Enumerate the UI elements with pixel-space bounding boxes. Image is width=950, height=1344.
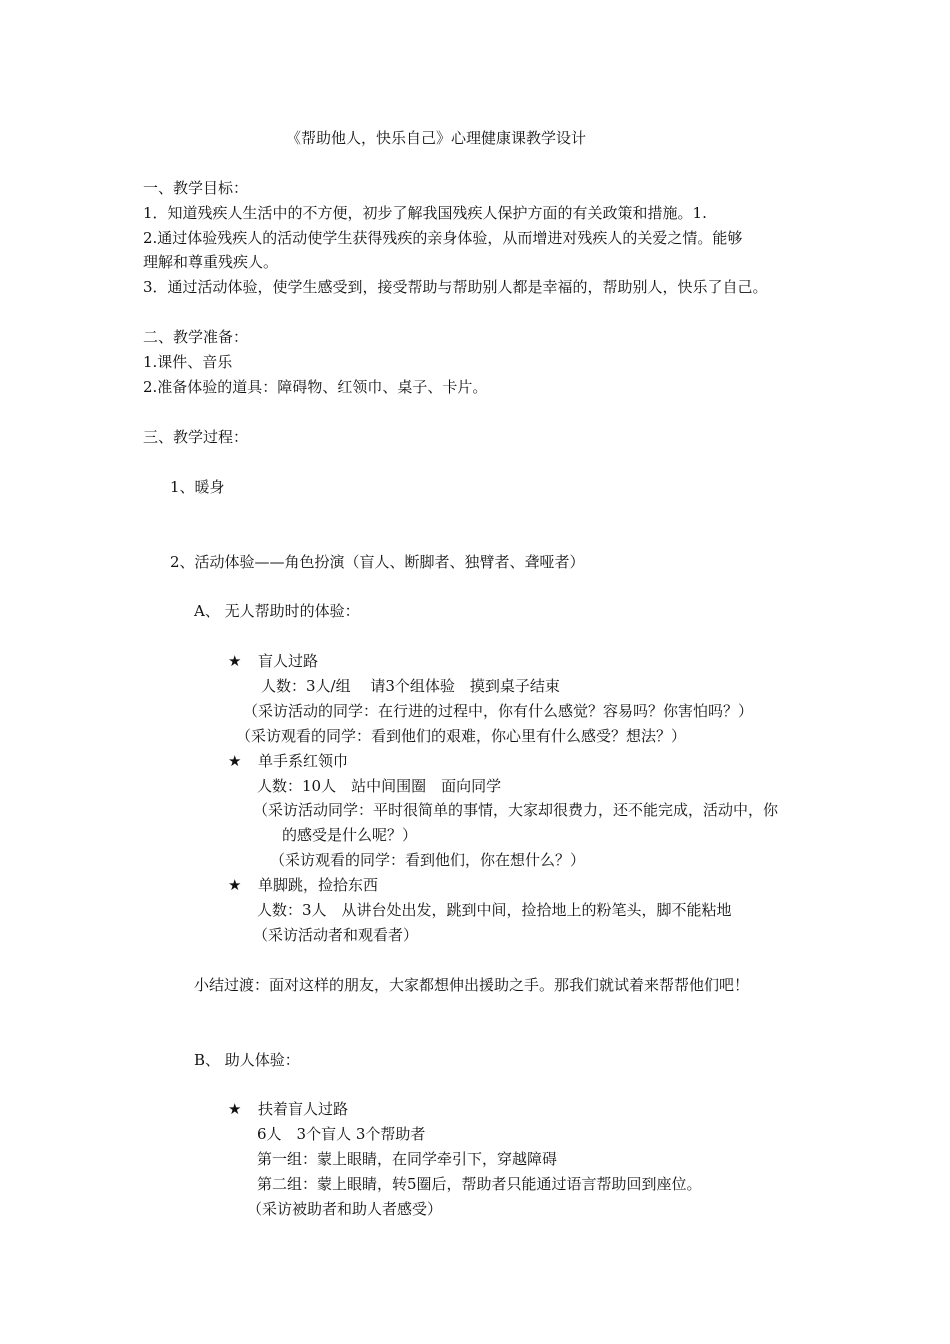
preparation-item-2: 2.准备体验的道具：障碍物、红领巾、桌子、卡片。 <box>143 378 488 396</box>
step-warmup: 1、暖身 <box>170 478 225 496</box>
activity-title: 单脚跳，捡拾东西 <box>258 876 379 894</box>
objective-item-3: 3．通过活动体验，使学生感受到，接受帮助与帮助别人都是幸福的，帮助别人，快乐了自己。 <box>143 278 768 296</box>
activity-interview: （采访观看的同学：看到他们的艰难，你心里有什么感受？想法？） <box>236 727 687 745</box>
activity-group-2: 第二组：蒙上眼睛，转5圈后，帮助者只能通过语言帮助回到座位。 <box>257 1175 702 1193</box>
activity-detail: 人数：3人 从讲台处出发，跳到中间，捡拾地上的粉笔头，脚不能粘地 <box>257 901 732 919</box>
activity-detail: 6人 3个盲人 3个帮助者 <box>257 1125 426 1143</box>
activity-title: 扶着盲人过路 <box>258 1100 349 1118</box>
objective-item-2: 2.通过体验残疾人的活动使学生获得残疾的亲身体验，从而增进对残疾人的关爱之情。能够 <box>143 229 743 247</box>
objective-item-1: 1．知道残疾人生活中的不方便，初步了解我国残疾人保护方面的有关政策和措施。1. <box>143 204 707 222</box>
part-a-heading: A、 无人帮助时的体验： <box>194 602 360 620</box>
document-title: 《帮助他人，快乐自己》心理健康课教学设计 <box>286 129 587 147</box>
activity-blind-walk <box>228 651 318 671</box>
section-heading-process: 三、教学过程： <box>143 428 249 446</box>
activity-guide-blind <box>228 1099 348 1119</box>
star-icon: ★ <box>228 1100 242 1118</box>
activity-interview: （采访活动同学：平时很简单的事情，大家却很费力，还不能完成，活动中，你 <box>253 801 779 819</box>
activity-detail: 人数：10人 站中间围圈 面向同学 <box>257 777 502 795</box>
section-heading-objectives: 一、教学目标： <box>143 179 249 197</box>
summary-transition: 小结过渡：面对这样的朋友，大家都想伸出援助之手。那我们就试着来帮帮他们吧！ <box>194 976 750 994</box>
star-icon: ★ <box>228 752 242 770</box>
activity-interview: （采访活动的同学：在行进的过程中，你有什么感觉？容易吗？你害怕吗？） <box>243 702 754 720</box>
preparation-item-1: 1.课件、音乐 <box>143 353 233 371</box>
activity-one-hand-scarf <box>228 751 348 771</box>
objective-item-2-cont: 理解和尊重残疾人。 <box>143 253 279 271</box>
activity-title: 单手系红领巾 <box>258 752 349 770</box>
activity-title: 盲人过路 <box>258 652 319 670</box>
activity-interview: （采访被助者和助人者感受） <box>247 1200 443 1218</box>
part-b-heading: B、 助人体验： <box>194 1051 300 1069</box>
step-role-play: 2、活动体验——角色扮演（盲人、断脚者、独臂者、聋哑者） <box>170 553 585 571</box>
star-icon: ★ <box>228 652 242 670</box>
star-icon: ★ <box>228 876 242 894</box>
activity-detail: 人数：3人/组 请3个组体验 摸到桌子结束 <box>261 677 560 695</box>
activity-one-leg-hop <box>228 875 378 895</box>
activity-interview-cont: 的感受是什么呢？） <box>282 826 418 844</box>
section-heading-preparation: 二、教学准备： <box>143 328 249 346</box>
activity-group-1: 第一组：蒙上眼睛，在同学牵引下，穿越障碍 <box>257 1150 558 1168</box>
activity-interview: （采访活动者和观看者） <box>253 926 419 944</box>
activity-interview: （采访观看的同学：看到他们，你在想什么？） <box>270 851 586 869</box>
